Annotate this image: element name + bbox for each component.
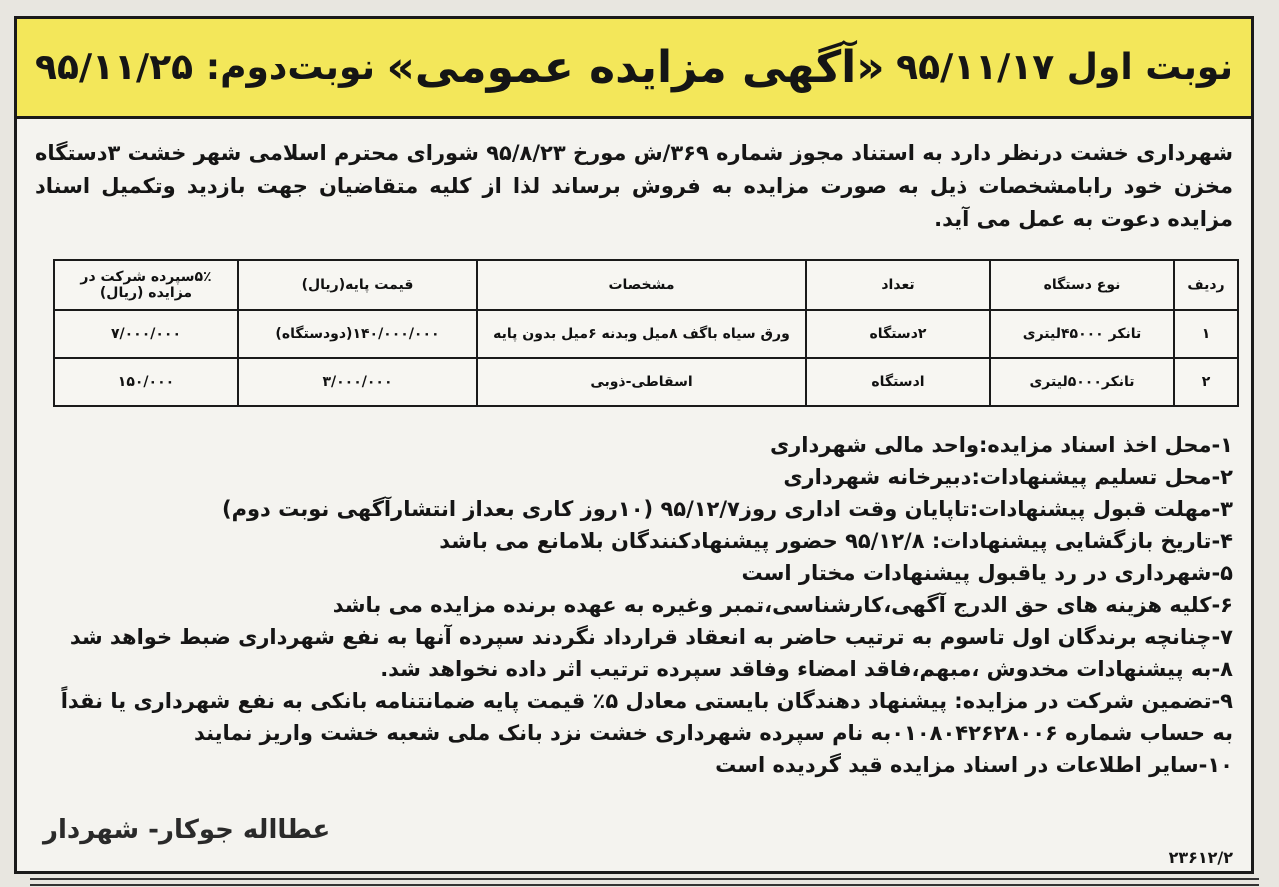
mayor-signature: عطااله جوکار- شهردار — [43, 815, 331, 845]
condition-item: ۱۰-سایر اطلاعات در اسناد مزایده قید گردیده است — [715, 753, 1233, 777]
cell-quantity: ۲دستگاه — [806, 310, 990, 358]
cell-row-number: ۱ — [1174, 310, 1238, 358]
condition-item: ۲-محل تسلیم پیشنهادات:دبیرخانه شهرداری — [783, 465, 1233, 489]
cell-base-price: ۳/۰۰۰/۰۰۰ — [238, 358, 477, 406]
condition-item: ۶-کلیه هزینه های حق الدرج آگهی،کارشناسی،تمبر وغیره به عهده برنده مزایده می باشد — [332, 593, 1233, 617]
first-round-date: نوبت اول ۹۵/۱۱/۱۷ — [896, 47, 1233, 88]
condition-item: ۹-تضمین شرکت در مزایده: پیشنهاد دهندگان بایستی معادل ۵٪ قیمت پایه ضمانتنامه بانکی به نفع شهرداری یا نقداً به حساب شماره ۰۱۰۸۰۴۲۶۲۸۰۰۶به نام سپرده شهرداری خشت نزد بانک ملی شعبه خشت واریز نمایند — [60, 689, 1233, 745]
condition-item: ۱-محل اخذ اسناد مزایده:واحد مالی شهرداری — [769, 433, 1233, 457]
cell-row-number: ۲ — [1174, 358, 1238, 406]
condition-item: ۵-شهرداری در رد یاقبول پیشنهادات مختار است — [741, 561, 1233, 585]
cell-quantity: ادستگاه — [806, 358, 990, 406]
cell-deposit: ۱۵۰/۰۰۰ — [54, 358, 238, 406]
second-round-date: نوبت‌دوم: ۹۵/۱۱/۲۵ — [35, 47, 376, 88]
condition-item: ۷-چنانچه برندگان اول تاسوم به ترتیب حاضر به انعقاد قرارداد نگردند سپرده آنها به نفع شهرداری ضبط خواهد شد — [69, 625, 1233, 649]
items-table — [53, 259, 1239, 407]
cell-specifications: اسقاطی-ذوبی — [477, 358, 806, 406]
cell-device-type: تانکر۵۰۰۰لیتری — [990, 358, 1174, 406]
intro-paragraph: شهرداری خشت درنظر دارد به استناد مجوز شماره ۳۶۹/ش مورخ ۹۵/۸/۲۳ شورای محترم اسلامی شهر خشت ۳دستگاه مخزن خود رابامشخصات ذیل به صورت مزایده به فروش برساند لذا از کلیه متقاضیان جهت بازدید وتکمیل اسناد مزایده دعوت به عمل می آید. — [35, 141, 1233, 231]
cell-base-price: ۱۴۰/۰۰۰/۰۰۰(دودستگاه) — [238, 310, 477, 358]
header-deposit: ۵٪سپرده شرکت در مزایده (ریال) — [54, 260, 238, 310]
condition-item: ۴-تاریخ بازگشایی پیشنهادات: ۹۵/۱۲/۸ حضور پیشنهادکنندگان بلامانع می باشد — [439, 529, 1233, 553]
cell-deposit: ۷/۰۰۰/۰۰۰ — [54, 310, 238, 358]
condition-item: ۸-به پیشنهادات مخدوش ،مبهم،فاقد امضاء وفاقد سپرده ترتیب اثر داده نخواهد شد. — [380, 657, 1233, 681]
ad-frame — [14, 16, 1254, 874]
cell-device-type: تانکر ۴۵۰۰۰لیتری — [990, 310, 1174, 358]
header-base-price: قیمت پایه(ریال) — [238, 260, 477, 310]
condition-item: ۳-مهلت قبول پیشنهادات:تاپایان وقت اداری روز۹۵/۱۲/۷ (۱۰روز کاری بعداز انتشارآگهی نوبت دوم) — [221, 497, 1233, 521]
ad-title: «آگهی مزایده عمومی» — [386, 42, 885, 93]
table-row — [54, 358, 1238, 406]
conditions-list — [35, 429, 1233, 781]
header-specifications: مشخصات — [477, 260, 806, 310]
reference-number: ۲۳۶۱۲/۲ — [1168, 848, 1233, 867]
ad-header — [17, 19, 1251, 119]
table-row — [54, 310, 1238, 358]
header-device-type: نوع دستگاه — [990, 260, 1174, 310]
header-row-number: ردیف — [1174, 260, 1238, 310]
table-header-row — [54, 260, 1238, 310]
bottom-divider — [30, 878, 1259, 886]
cell-specifications: ورق سیاه باگف ۸میل وبدنه ۶میل بدون پایه — [477, 310, 806, 358]
header-quantity: تعداد — [806, 260, 990, 310]
